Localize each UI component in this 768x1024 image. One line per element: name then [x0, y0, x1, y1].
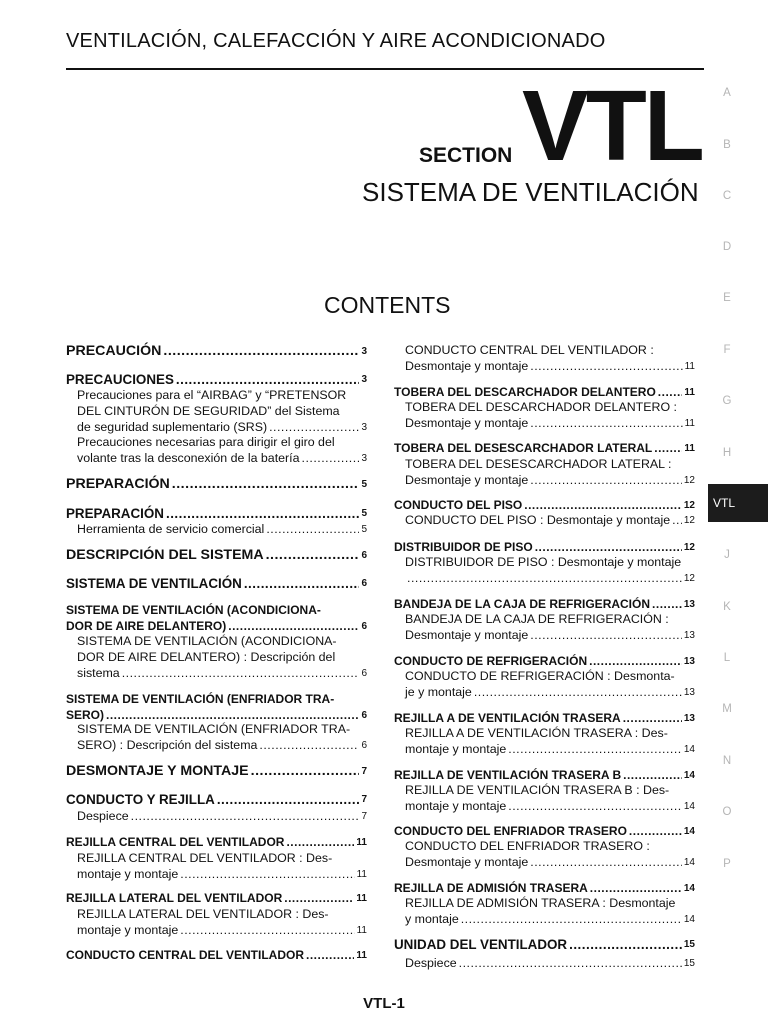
dot-leader	[284, 891, 354, 907]
toc-entry-text: REJILLA CENTRAL DEL VENTILADOR : Des-	[77, 851, 333, 865]
side-index-letter[interactable]: D	[722, 241, 732, 253]
toc-page-number: 14	[683, 743, 695, 755]
toc-entry-text: SISTEMA DE VENTILACIÓN (ACONDICIONA-	[77, 634, 337, 648]
toc-entry[interactable]	[394, 937, 695, 953]
toc-entry-text: Desmontaje y montaje	[405, 854, 529, 869]
side-index-letter[interactable]: G	[722, 395, 732, 407]
dot-leader	[590, 881, 682, 897]
dot-leader	[259, 738, 359, 754]
side-index-letter[interactable]: O	[722, 806, 732, 818]
dot-leader	[176, 372, 360, 388]
toc-page-number: 13	[683, 686, 695, 698]
toc-entry-text: CONDUCTO CENTRAL DEL VENTILADOR	[66, 948, 305, 962]
dot-leader	[122, 666, 360, 682]
side-index-letter[interactable]: L	[723, 652, 731, 664]
toc-page-number: 5	[361, 524, 367, 535]
toc-subentry[interactable]	[405, 343, 695, 375]
dot-leader	[569, 937, 682, 953]
toc-entry-text: SISTEMA DE VENTILACIÓN	[66, 576, 242, 591]
toc-page-number: 13	[683, 713, 695, 724]
dot-leader	[672, 513, 682, 529]
toc-page-number: 12	[683, 515, 695, 526]
toc-entry-text: CONDUCTO DE REFRIGERACIÓN : Desmonta-	[405, 669, 675, 683]
toc-page-number: 7	[361, 811, 367, 822]
toc-entry[interactable]	[394, 711, 695, 727]
side-index-letter[interactable]: P	[723, 858, 731, 870]
toc-entry-text: TOBERA DEL DESESCARCHADOR LATERAL	[394, 441, 653, 455]
toc-entry-text: montaje y montaje	[405, 741, 507, 756]
dot-leader	[508, 742, 682, 758]
toc-entry-text: SISTEMA DE VENTILACIÓN (ACONDICIONA-	[66, 603, 321, 617]
toc-page-number: 6	[361, 620, 367, 632]
dot-leader	[658, 385, 683, 401]
toc-entry-text: volante tras la desconexión de la batería	[77, 450, 300, 465]
toc-subentry[interactable]	[405, 400, 695, 432]
dot-leader	[629, 824, 682, 840]
dot-leader	[530, 628, 682, 644]
toc-entry-text: REJILLA DE ADMISIÓN TRASERA : Desmontaje	[405, 896, 676, 910]
toc-entry[interactable]	[66, 948, 367, 964]
toc-page-number: 3	[361, 374, 367, 385]
side-index-letter[interactable]: N	[722, 755, 732, 767]
toc-subentry[interactable]	[405, 612, 695, 644]
dot-leader	[228, 619, 359, 635]
toc-page-number: 7	[361, 794, 367, 805]
toc-page-number: 6	[361, 578, 367, 589]
toc-entry-text: SERO)	[66, 707, 105, 722]
dot-leader	[530, 359, 682, 375]
dot-leader	[302, 451, 360, 467]
toc-entry-text: TOBERA DEL DESESCARCHADOR LATERAL :	[405, 457, 672, 471]
toc-entry-text: REJILLA DE VENTILACIÓN TRASERA B : Des-	[405, 783, 670, 797]
toc-subentry[interactable]	[405, 555, 695, 587]
dot-leader	[652, 597, 682, 613]
dot-leader	[535, 540, 682, 556]
dot-leader	[524, 498, 682, 514]
toc-page-number: 14	[683, 883, 695, 894]
toc-entry-text: Precauciones para el “AIRBAG” y “PRETENSOR	[77, 388, 347, 402]
side-index-letter[interactable]: B	[723, 139, 731, 151]
dot-leader	[269, 420, 359, 436]
toc-entry-text: CONDUCTO DEL ENFRIADOR TRASERO	[394, 824, 627, 838]
header-title: VENTILACIÓN, CALEFACCIÓN Y AIRE ACONDICIONADO	[66, 30, 606, 52]
toc-subentry[interactable]	[405, 513, 695, 529]
toc-subentry[interactable]	[405, 457, 695, 489]
toc-entry[interactable]	[394, 385, 695, 401]
side-index-letter[interactable]: K	[723, 601, 731, 613]
toc-entry-text: SERO) : Descripción del sistema	[77, 737, 258, 752]
toc-entry-text: CONDUCTO Y REJILLA	[66, 792, 215, 807]
toc-page-number: 14	[683, 826, 695, 837]
toc-subentry[interactable]	[405, 839, 695, 871]
toc-page-number: 12	[683, 500, 695, 511]
toc-entry[interactable]	[66, 477, 367, 493]
toc-page-number: 6	[361, 739, 367, 751]
dot-leader	[474, 685, 682, 701]
toc-entry-text: CONDUCTO DEL PISO	[394, 498, 523, 512]
dot-leader	[654, 441, 682, 457]
toc-entry-text: montaje y montaje	[77, 922, 179, 937]
toc-page-number: 14	[683, 770, 695, 781]
toc-entry-text: REJILLA DE ADMISIÓN TRASERA	[394, 881, 588, 895]
toc-entry[interactable]	[66, 891, 367, 907]
toc-subentry[interactable]	[405, 896, 695, 928]
toc-entry[interactable]	[66, 372, 367, 388]
dot-leader	[459, 956, 682, 972]
toc-entry[interactable]	[66, 506, 367, 522]
side-index-letter[interactable]: M	[722, 703, 732, 715]
side-index-letter[interactable]: A	[723, 87, 731, 99]
toc-page-number: 3	[361, 346, 367, 357]
toc-entry[interactable]	[394, 540, 695, 556]
toc-page-number: 11	[684, 360, 695, 372]
dot-leader	[589, 654, 682, 670]
toc-subentry[interactable]	[77, 388, 367, 435]
dot-leader	[623, 768, 682, 784]
toc-entry[interactable]	[394, 768, 695, 784]
dot-leader	[530, 416, 682, 432]
section-subtitle: SISTEMA DE VENTILACIÓN	[362, 177, 699, 207]
toc-page-number: 15	[683, 939, 695, 950]
toc-entry-text: DISTRIBUIDOR DE PISO	[394, 540, 533, 554]
toc-entry-text: DOR DE AIRE DELANTERO) : Descripción del	[77, 649, 336, 664]
toc-subentry[interactable]	[405, 669, 695, 701]
toc-entry[interactable]	[394, 824, 695, 840]
toc-entry[interactable]	[394, 597, 695, 613]
toc-page-number: 14	[683, 913, 695, 925]
toc-subentry[interactable]	[77, 634, 367, 681]
toc-entry-text: CONDUCTO CENTRAL DEL VENTILADOR :	[405, 343, 654, 357]
toc-entry-text: PREPARACIÓN	[66, 506, 164, 521]
section-code: VTL	[522, 70, 702, 182]
toc-entry-text: UNIDAD DEL VENTILADOR	[394, 937, 568, 952]
dot-leader	[166, 506, 359, 522]
toc-subentry[interactable]	[405, 726, 695, 758]
side-index-active-label: VTL	[713, 496, 736, 510]
toc-entry-text: y montaje	[405, 911, 459, 926]
toc-page-number: 12	[683, 542, 695, 553]
toc-entry-text: de seguridad suplementario (SRS)	[77, 419, 268, 434]
page-footer: VTL-1	[363, 995, 405, 1012]
toc-entry-text: BANDEJA DE LA CAJA DE REFRIGERACIÓN	[394, 597, 651, 611]
toc-entry-text: DESMONTAJE Y MONTAJE	[66, 763, 249, 779]
toc-entry[interactable]	[66, 835, 367, 851]
dot-leader	[286, 835, 354, 851]
toc-entry-text: PREPARACIÓN	[66, 476, 170, 492]
toc-subentry[interactable]	[77, 722, 367, 754]
side-index-letter[interactable]: H	[722, 447, 732, 459]
toc-subentry[interactable]	[77, 809, 367, 825]
dot-leader	[266, 548, 360, 564]
dot-leader	[180, 923, 354, 939]
dot-leader	[217, 792, 360, 808]
toc-entry-text: TOBERA DEL DESCARCHADOR DELANTERO :	[405, 400, 677, 414]
toc-entry-text: TOBERA DEL DESCARCHADOR DELANTERO	[394, 385, 656, 399]
toc-entry-text: montaje y montaje	[77, 866, 179, 881]
toc-entry-text: REJILLA LATERAL DEL VENTILADOR : Des-	[77, 907, 329, 921]
dot-leader	[407, 571, 682, 587]
toc-entry-text: Herramienta de servicio comercial	[77, 522, 265, 536]
toc-page-number: 11	[684, 417, 695, 429]
side-index-letter[interactable]: F	[723, 344, 731, 356]
toc-entry-text: REJILLA DE VENTILACIÓN TRASERA B	[394, 768, 622, 782]
toc-page-number: 11	[356, 868, 367, 880]
toc-entry-text: PRECAUCIONES	[66, 372, 174, 387]
section-label: SECTION	[419, 144, 513, 167]
toc-page-number: 13	[683, 599, 695, 610]
toc-entry-text: CONDUCTO DE REFRIGERACIÓN	[394, 654, 588, 668]
toc-entry-text: DESCRIPCIÓN DEL SISTEMA	[66, 547, 264, 563]
toc-entry-text: REJILLA LATERAL DEL VENTILADOR	[66, 891, 283, 905]
toc-entry[interactable]	[394, 441, 695, 457]
side-index-active-tab[interactable]	[708, 484, 768, 522]
toc-entry-text: montaje y montaje	[405, 798, 507, 813]
toc-entry[interactable]	[66, 344, 367, 360]
toc-entry-text: Desmontaje y montaje	[405, 627, 529, 642]
toc-page-number: 5	[361, 479, 367, 490]
toc-entry[interactable]	[66, 576, 367, 592]
toc-entry[interactable]	[66, 603, 367, 635]
toc-entry-text: SISTEMA DE VENTILACIÓN (ENFRIADOR TRA-	[66, 692, 335, 706]
toc-page-number: 11	[684, 387, 695, 398]
dot-leader	[180, 867, 354, 883]
dot-leader	[530, 473, 682, 489]
toc-page-number: 13	[683, 656, 695, 667]
toc-entry-text: CONDUCTO DEL ENFRIADOR TRASERO :	[405, 839, 650, 853]
toc-page-number: 3	[361, 421, 367, 433]
toc-entry[interactable]	[394, 498, 695, 514]
side-index-letter[interactable]: C	[722, 190, 732, 202]
toc-page-number: 12	[683, 474, 695, 486]
toc-page-number: 12	[683, 572, 695, 584]
toc-entry-text: Precauciones necesarias para dirigir el giro del	[77, 435, 335, 449]
side-index-letter[interactable]: E	[723, 292, 731, 304]
dot-leader	[461, 912, 682, 928]
toc-page-number: 15	[683, 958, 695, 969]
dot-leader	[530, 855, 682, 871]
dot-leader	[131, 809, 360, 825]
toc-page-number: 5	[361, 508, 367, 519]
dot-leader	[266, 522, 359, 538]
toc-page-number: 11	[356, 924, 367, 936]
dot-leader	[244, 576, 360, 592]
toc-entry-text: Despiece	[405, 956, 457, 970]
toc-page-number: 7	[361, 766, 367, 777]
toc-entry-text: Desmontaje y montaje	[405, 415, 529, 430]
toc-page-number: 6	[361, 550, 367, 561]
dot-leader	[508, 799, 682, 815]
toc-entry-text: Desmontaje y montaje	[405, 472, 529, 487]
toc-page-number: 14	[683, 856, 695, 868]
toc-page-number: 11	[356, 893, 367, 904]
toc-entry[interactable]	[66, 792, 367, 808]
toc-page-number: 6	[361, 667, 367, 679]
toc-entry-text: DEL CINTURÓN DE SEGURIDAD” del Sistema	[77, 403, 340, 418]
toc-subentry[interactable]	[77, 435, 367, 467]
toc-page-number: 11	[356, 837, 367, 848]
toc-entry-text: REJILLA A DE VENTILACIÓN TRASERA : Des-	[405, 726, 668, 740]
toc-entry-text: DISTRIBUIDOR DE PISO : Desmontaje y montaje	[405, 555, 682, 569]
toc-entry[interactable]	[66, 692, 367, 724]
dot-leader	[163, 344, 359, 360]
toc-entry-text: CONDUCTO DEL PISO : Desmontaje y montaje	[405, 513, 671, 527]
toc-page-number: 3	[361, 452, 367, 464]
toc-entry-text: je y montaje	[405, 684, 472, 699]
contents-heading: CONTENTS	[324, 292, 451, 318]
toc-entry-text: sistema	[77, 665, 120, 680]
toc-page-number: 11	[684, 443, 695, 454]
toc-subentry[interactable]	[77, 851, 367, 883]
dot-leader	[172, 477, 360, 493]
toc-page-number: 13	[683, 629, 695, 641]
toc-subentry[interactable]	[77, 522, 367, 538]
toc-entry[interactable]	[394, 881, 695, 897]
toc-page-number: 14	[683, 800, 695, 812]
dot-leader	[306, 948, 354, 964]
toc-entry-text: PRECAUCIÓN	[66, 343, 162, 359]
toc-entry-text: REJILLA A DE VENTILACIÓN TRASERA	[394, 711, 621, 725]
toc-subentry[interactable]	[77, 907, 367, 939]
toc-entry-text: Desmontaje y montaje	[405, 358, 529, 373]
dot-leader	[251, 764, 360, 780]
toc-entry-text: SISTEMA DE VENTILACIÓN (ENFRIADOR TRA-	[77, 722, 351, 736]
toc-subentry[interactable]	[405, 783, 695, 815]
toc-entry-text: Despiece	[77, 809, 129, 823]
toc-entry[interactable]	[66, 764, 367, 780]
toc-entry[interactable]	[394, 654, 695, 670]
side-index-letter[interactable]: J	[724, 549, 730, 561]
toc-entry-text: BANDEJA DE LA CAJA DE REFRIGERACIÓN :	[405, 612, 669, 626]
toc-page-number: 11	[356, 950, 367, 961]
toc-entry-text: DOR DE AIRE DELANTERO)	[66, 618, 227, 633]
dot-leader	[623, 711, 682, 727]
toc-subentry[interactable]	[405, 956, 695, 972]
side-index	[708, 0, 768, 1024]
toc-entry-text: REJILLA CENTRAL DEL VENTILADOR	[66, 835, 285, 849]
toc-entry[interactable]	[66, 548, 367, 564]
toc-page-number: 6	[361, 709, 367, 721]
